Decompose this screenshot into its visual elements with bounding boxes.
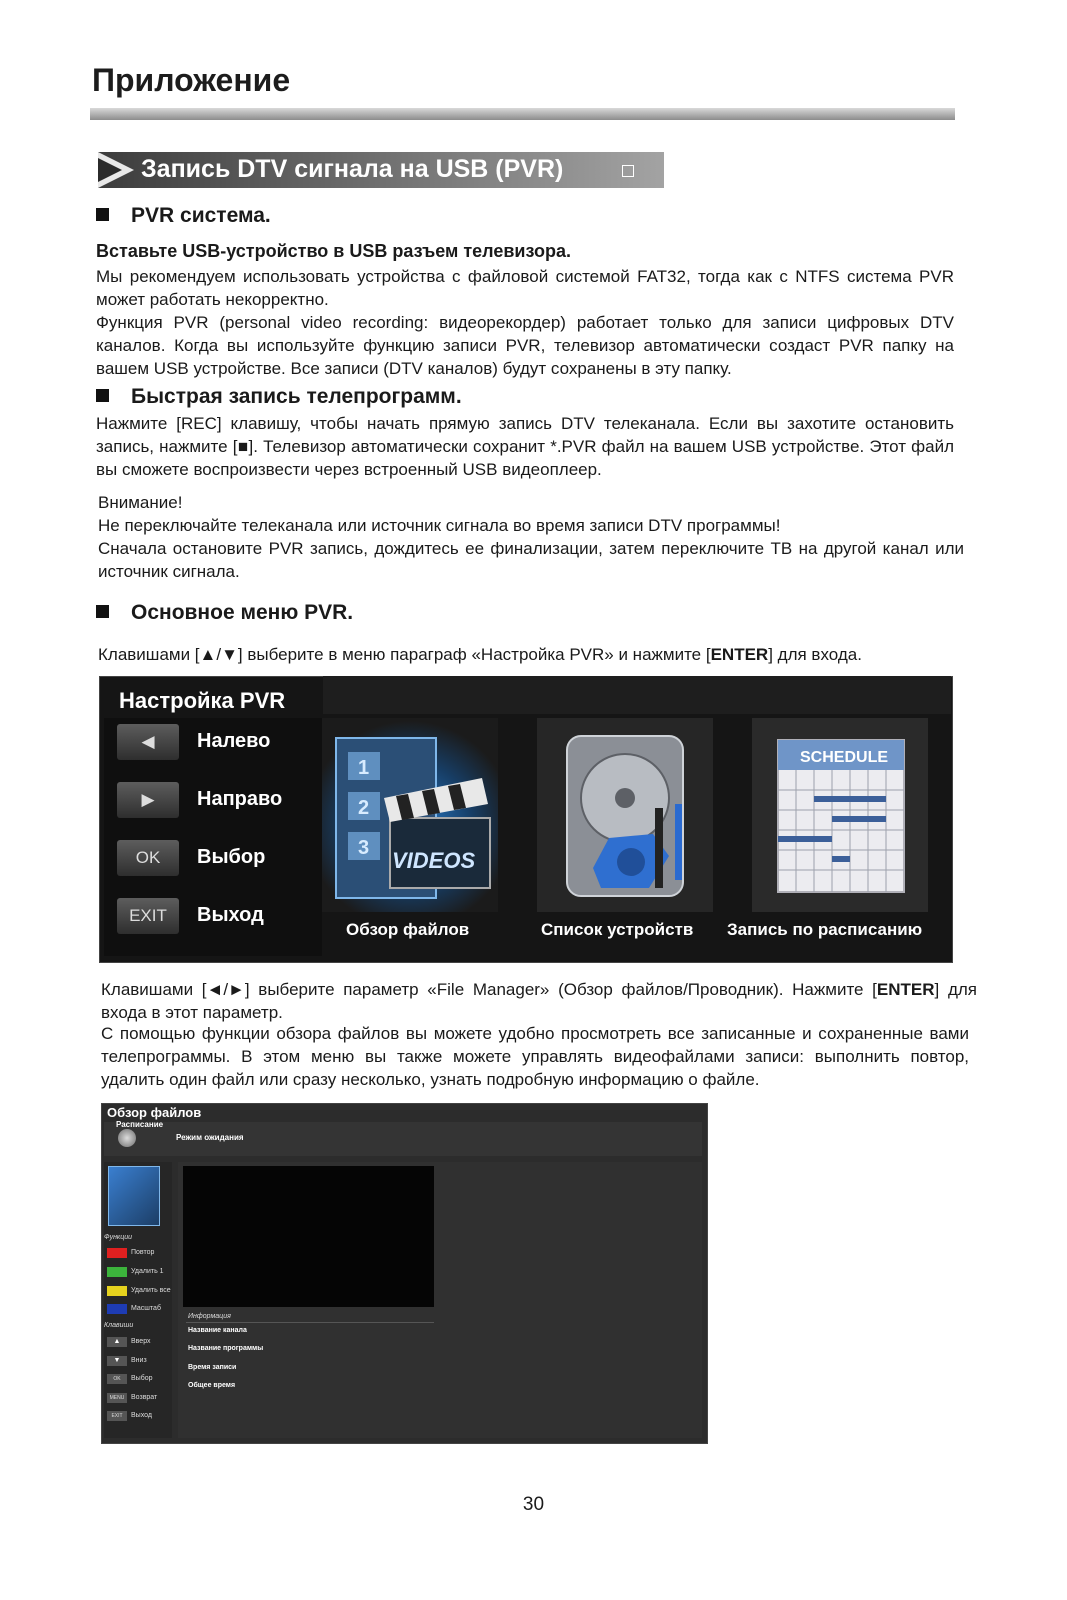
screen-top-bar	[323, 676, 951, 714]
clock-icon	[118, 1129, 136, 1147]
exit-key-small-icon: EXIT	[107, 1411, 127, 1421]
tile-device-list[interactable]	[537, 718, 713, 912]
bullet-square-icon	[96, 605, 109, 618]
videos-badge: VIDEOS	[392, 848, 476, 873]
ok-key-small-icon: OK	[107, 1374, 127, 1384]
banner-title: Запись DTV сигнала на USB (PVR)	[141, 155, 564, 183]
blue-key-icon	[107, 1304, 127, 1314]
tile-caption-schedule: Запись по расписанию	[727, 920, 923, 939]
fm-info-program: Название программы	[188, 1345, 264, 1352]
paragraph-file-manager-select: Клавишами [◄/►] выберите параметр «File Manager» (Обзор файлов/Проводник). Нажмите [ENTER] для входа в этот параметр.	[101, 980, 977, 1022]
right-key-icon: ▶	[117, 782, 179, 818]
paragraph-pvr-function: Функция PVR (personal video recording: видеорекордер) работает только для записи цифровых DTV каналов. Когда вы используйте функцию записи PVR, телевизор автоматически создаст PVR папку на вашем USB устройстве. Все записи (DTV каналов) будут сохранены в эту папку.	[96, 313, 954, 378]
calendar-icon	[752, 718, 928, 912]
pvr-settings-title: Настройка PVR	[119, 688, 286, 713]
fm-function-delete-all[interactable]: Удалить все	[131, 1287, 171, 1294]
left-key-icon: ◀	[117, 724, 179, 760]
title-divider	[90, 108, 955, 120]
ok-key-icon: OK	[117, 840, 179, 876]
banner-arrow-inner-icon	[98, 158, 122, 182]
paragraph-file-manager-desc: С помощью функции обзора файлов вы можете удобно просмотреть все записанные и сохраненные вами телепрограммы. В этом меню вы также можете управлять видеофайлами записи: выполнить повтор, удалить один файл или сразу несколько, узнать подробную информацию о файле.	[101, 1024, 969, 1089]
fm-standby-label: Режим ожидания	[176, 1133, 244, 1142]
down-key-icon: ▼	[107, 1356, 127, 1366]
menu-key-icon: MENU	[107, 1393, 127, 1403]
section-heading-pvr-system: PVR система.	[96, 204, 271, 228]
fm-key-down: Вниз	[131, 1357, 147, 1364]
schedule-badge: SCHEDULE	[800, 749, 889, 766]
page-number: 30	[522, 1494, 545, 1515]
fm-function-zoom[interactable]: Масштаб	[131, 1305, 161, 1312]
yellow-key-icon	[107, 1286, 127, 1296]
exit-key-label: Выход	[197, 904, 264, 926]
fm-function-repeat[interactable]: Повтор	[131, 1249, 155, 1256]
fm-function-delete-one[interactable]: Удалить 1	[131, 1268, 164, 1275]
section-heading-quick-record: Быстрая запись телепрограмм.	[96, 385, 462, 409]
fm-info-record-time: Время записи	[188, 1364, 237, 1371]
paragraph-fat32: Мы рекомендуем использовать устройства с файловой системой FAT32, тогда как с NTFS система PVR может работать некорректно.	[96, 267, 954, 309]
up-key-icon: ▲	[107, 1337, 127, 1347]
fm-info-divider	[186, 1322, 434, 1323]
fm-key-ok: Выбор	[131, 1375, 153, 1382]
banner-square-icon	[622, 165, 634, 177]
hard-drive-icon	[537, 718, 713, 912]
red-key-icon	[107, 1248, 127, 1258]
fm-info-label: Информация	[188, 1313, 231, 1320]
bullet-square-icon	[96, 389, 109, 402]
warning-title: Внимание!	[98, 493, 183, 512]
fm-video-preview	[183, 1166, 434, 1307]
green-key-icon	[107, 1267, 127, 1277]
fm-keys-label: Клавиши	[104, 1322, 134, 1329]
fm-functions-label: Функции	[104, 1234, 133, 1241]
fm-title: Обзор файлов	[107, 1105, 202, 1120]
fm-key-up: Вверх	[131, 1338, 151, 1345]
ok-key-label: Выбор	[197, 846, 266, 868]
right-key-label: Направо	[197, 788, 283, 810]
fm-key-back: Возврат	[131, 1394, 158, 1401]
section-heading-main-menu: Основное меню PVR.	[96, 601, 353, 625]
film-clapper-icon	[322, 718, 498, 912]
left-key-label: Налево	[197, 730, 271, 752]
exit-key-icon: EXIT	[117, 898, 179, 934]
svg-text:1: 1	[358, 757, 370, 779]
svg-text:2: 2	[358, 797, 370, 819]
fm-info-total-time: Общее время	[188, 1382, 236, 1389]
tile-caption-device-list: Список устройств	[541, 920, 694, 939]
warning-line-1: Не переключайте телеканала или источник сигнала во время записи DTV программы!	[98, 516, 781, 535]
fm-schedule-label: Расписание	[116, 1120, 164, 1129]
tile-caption-file-browser: Обзор файлов	[346, 920, 470, 939]
menu-instruction: Клавишами [▲/▼] выберите в меню параграф «Настройка PVR» и нажмите [ENTER] для входа.	[98, 645, 862, 664]
page-title: Приложение	[92, 62, 291, 98]
tile-file-browser[interactable]	[322, 718, 498, 912]
fm-info-channel: Название канала	[188, 1327, 247, 1334]
bullet-square-icon	[96, 208, 109, 221]
paragraph-rec-key: Нажмите [REC] клавишу, чтобы начать прямую запись DTV телеканала. Если вы захотите остановить запись, нажмите [■]. Телевизор автоматически сохранит *.PVR файл на вашем USB устройстве. Этот файл вы сможете воспроизвести через встроенный USB видеоплеер.	[96, 414, 954, 479]
fm-key-exit: Выход	[131, 1412, 152, 1419]
fm-videos-thumbnail-icon	[108, 1166, 160, 1226]
svg-text:3: 3	[358, 837, 370, 859]
usb-instruction: Вставьте USB-устройство в USB разъем телевизора.	[96, 241, 571, 261]
tile-schedule[interactable]	[752, 718, 928, 912]
warning-line-2: Сначала остановите PVR запись, дождитесь ее финализации, затем переключите ТВ на другой канал или источник сигнала.	[98, 539, 964, 581]
